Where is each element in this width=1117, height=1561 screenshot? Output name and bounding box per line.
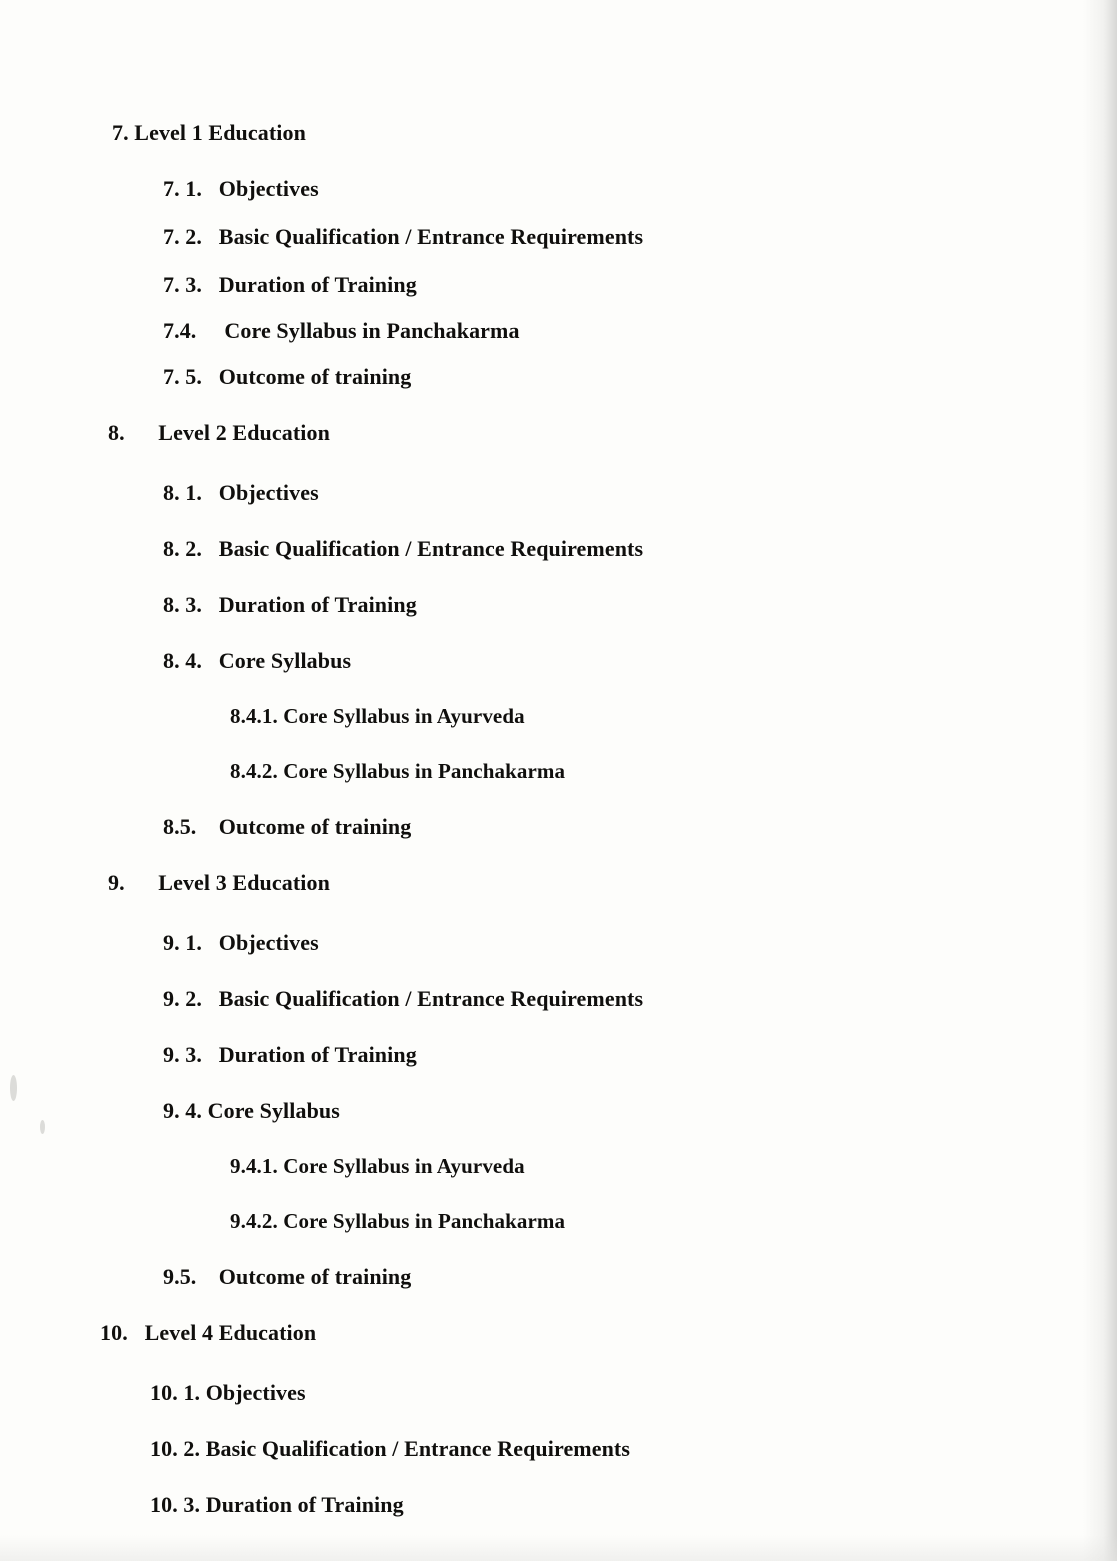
toc-entry-8-4-2: 8.4.2. Core Syllabus in Panchakarma xyxy=(230,759,566,783)
toc-entry-9-4-2: 9.4.2. Core Syllabus in Panchakarma xyxy=(230,1209,566,1233)
toc-entry-10-2: 10. 2. Basic Qualification / Entrance Requirements xyxy=(150,1436,631,1461)
toc-entry-9-4-1: 9.4.1. Core Syllabus in Ayurveda xyxy=(230,1154,525,1178)
toc-entry-7-5: 7. 5. Outcome of training xyxy=(163,364,412,389)
toc-entry-8-5: 8.5. Outcome of training xyxy=(163,814,412,839)
toc-entry-7-1: 7. 1. Objectives xyxy=(163,176,319,201)
toc-entry-10-3: 10. 3. Duration of Training xyxy=(150,1492,404,1517)
toc-entry-9-2: 9. 2. Basic Qualification / Entrance Requirements xyxy=(163,986,644,1011)
toc-entry-8-2: 8. 2. Basic Qualification / Entrance Requirements xyxy=(163,536,644,561)
toc-entry-10-1: 10. 1. Objectives xyxy=(150,1380,306,1405)
toc-entry-7-4: 7.4. Core Syllabus in Panchakarma xyxy=(163,318,520,343)
toc-entry-8: 8. Level 2 Education xyxy=(108,420,330,445)
toc-entry-8-1: 8. 1. Objectives xyxy=(163,480,319,505)
toc-entry-9-1: 9. 1. Objectives xyxy=(163,930,319,955)
table-of-contents xyxy=(0,120,1117,1548)
toc-entry-9-3: 9. 3. Duration of Training xyxy=(163,1042,417,1067)
toc-entry-9-5: 9.5. Outcome of training xyxy=(163,1264,412,1289)
toc-entry-9-4: 9. 4. Core Syllabus xyxy=(163,1098,340,1123)
toc-entry-8-3: 8. 3. Duration of Training xyxy=(163,592,417,617)
toc-entry-9: 9. Level 3 Education xyxy=(108,870,330,895)
toc-entry-10: 10. Level 4 Education xyxy=(100,1320,317,1345)
toc-entry-8-4-1: 8.4.1. Core Syllabus in Ayurveda xyxy=(230,704,525,728)
toc-entry-7-2: 7. 2. Basic Qualification / Entrance Requirements xyxy=(163,224,644,249)
toc-entry-8-4: 8. 4. Core Syllabus xyxy=(163,648,352,673)
toc-entry-7-3: 7. 3. Duration of Training xyxy=(163,272,417,297)
toc-entry-7: 7. Level 1 Education xyxy=(112,120,306,145)
